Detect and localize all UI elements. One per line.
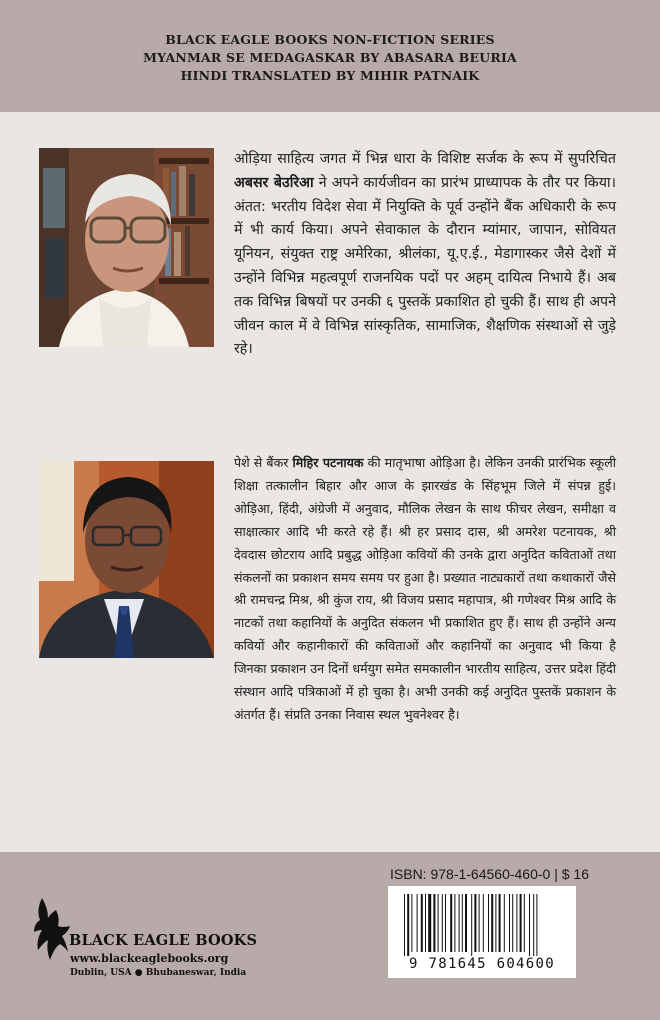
translator-bio-intro: पेशे से बैंकर xyxy=(234,455,293,470)
barcode-digits: 9 781645 604600 xyxy=(409,956,555,972)
barcode-bar xyxy=(512,894,513,952)
author-bio-intro: ओड़िया साहित्य जगत में भिन्न धारा के विशिष्ट सर्जक के रूप में सुपरिचित xyxy=(234,151,616,167)
barcode-bar xyxy=(465,894,467,952)
barcode-bar xyxy=(459,894,460,952)
barcode-bar xyxy=(462,894,463,952)
barcode-bar xyxy=(499,894,501,952)
publisher-logo xyxy=(32,896,272,996)
barcode xyxy=(388,886,576,978)
book-title-author: MYANMAR SE MEDAGASKAR BY ABASARA BEURIA xyxy=(143,50,517,65)
translator-photo xyxy=(39,461,214,658)
barcode-bar xyxy=(524,894,525,952)
translator-bio xyxy=(234,452,616,727)
location-usa: Dublin, USA xyxy=(70,968,132,978)
translator-name: मिहिर पटनायक xyxy=(292,455,364,470)
location-india: Bhubaneswar, India xyxy=(145,968,247,978)
cover-header-band xyxy=(0,0,660,112)
barcode-bar xyxy=(483,894,484,952)
barcode-bar xyxy=(445,894,446,952)
author-photo xyxy=(39,148,214,347)
barcode-bar xyxy=(533,894,534,956)
barcode-bar xyxy=(407,894,409,956)
author-name: अबसर बेउरिआ xyxy=(234,174,314,191)
barcode-bar xyxy=(421,894,423,952)
barcode-bar xyxy=(479,894,480,952)
publisher-locations xyxy=(70,968,246,978)
barcode-bar xyxy=(491,894,493,952)
barcode-bar xyxy=(504,894,505,952)
barcode-bar xyxy=(428,894,431,952)
barcode-bar xyxy=(536,894,537,956)
barcode-bar xyxy=(417,894,418,952)
barcode-bar xyxy=(438,894,439,952)
barcode-bars xyxy=(388,886,576,958)
barcode-bar xyxy=(450,894,452,952)
translator-credit: HINDI TRANSLATED BY MIHIR PATNAIK xyxy=(180,68,480,83)
barcode-bar xyxy=(442,894,443,952)
barcode-bar xyxy=(404,894,405,956)
barcode-bar xyxy=(433,894,435,952)
barcode-bar xyxy=(509,894,510,952)
author-bio xyxy=(234,148,616,362)
barcode-bar xyxy=(529,894,530,956)
isbn-price: ISBN: 978-1-64560-460-0 | $ 16 xyxy=(390,866,589,882)
eagle-icon xyxy=(32,896,72,962)
barcode-bar xyxy=(474,894,476,952)
translator-bio-body: की मातृभाषा ओड़िआ है। लेकिन उनकी प्रारंभिक स्कूली शिक्षा तत्कालीन बिहार और आज के झारखंड के सिंहभूम जिले में संपन्न हुई। ओड़िआ, हिंदी, अंग्रेजी में अनुवाद, मौलिक लेखन के साथ फीचर लेखन, समीक्षा व साक्षात्कार आदि भी करते रहे हैं। श्री हर प्रसाद दास, श्री अमरेश पटनायक, श्री देवदास छोटराय आदि प्रबुद्ध ओड़िआ कवियों की उनके द्वारा अनुदित कविताओं तथा संकलनों का प्रकाशन समय समय पर हुआ है। प्रख्यात नाट्यकारों तथा कथाकारों जैसे श्री रामचन्द्र मिश्र, श्री कुंज राय, श्री विजय प्रसाद महापात्र, श्री गणेश्वर मिश्र आदि के नाटकों तथा कहानियों के अनुदित संकलन भी प्रकाशित हुए हैं। साथ ही उन्होंने अन्य कवियों और कहानीकारों की कविताओं और कहानियों का अनुवाद भी किया है जिनका प्रकाशन उन दिनों धर्मयुग समेत समकालीन भारतीय साहित्य, उत्तर प्रदेश हिंदी संस्थान आदि पत्रिकाओं में हो चुका है। अभी उनकी कई अनुदित पुस्तकें प्रकाशन के अंतर्गत हैं। संप्रति उनका निवास स्थल भुवनेश्वर है। xyxy=(234,455,616,722)
barcode-bar xyxy=(425,894,426,952)
barcode-bar xyxy=(520,894,522,952)
barcode-bar xyxy=(516,894,517,952)
barcode-bar xyxy=(454,894,455,952)
bullet-icon: ● xyxy=(134,968,143,978)
author-bio-body: ने अपने कार्यजीवन का प्रारंभ प्राध्यापक के तौर पर किया। अंतत: भरतीय विदेश सेवा में नियुक्ति के पूर्व उन्होंने बैंक अधिकारी के रूप में भी कार्य किया। अपने सेवाकाल के दौरान म्यांमार, जापान, सोवियत यूनियन, संयुक्त राष्ट्र अमेरिका, श्रीलंका, यू.ए.ई., मेडागास्कर जैसे देशों में उन्होंने विभिन्न महत्वपूर्ण राजनयिक पदों पर अहम् दायित्व निभाये हैं। अब तक विभिन्न बिषयों पर उनकी ६ पुस्तकें प्रकाशित हो चुकी हैं। साथ ही अपने जीवन काल में वे विभिन्न सांस्कृतिक, सामाजिक, शैक्षणिक संस्थाओं से जुड़े रहे। xyxy=(234,174,616,358)
barcode-bar xyxy=(411,894,412,952)
barcode-bar xyxy=(471,894,472,956)
series-title: BLACK EAGLE BOOKS NON-FICTION SERIES xyxy=(165,32,495,47)
barcode-bar xyxy=(495,894,496,952)
barcode-bar xyxy=(488,894,489,952)
publisher-name: BLACK EAGLE BOOKS xyxy=(69,932,258,949)
publisher-website[interactable]: www.blackeaglebooks.org xyxy=(70,952,229,965)
